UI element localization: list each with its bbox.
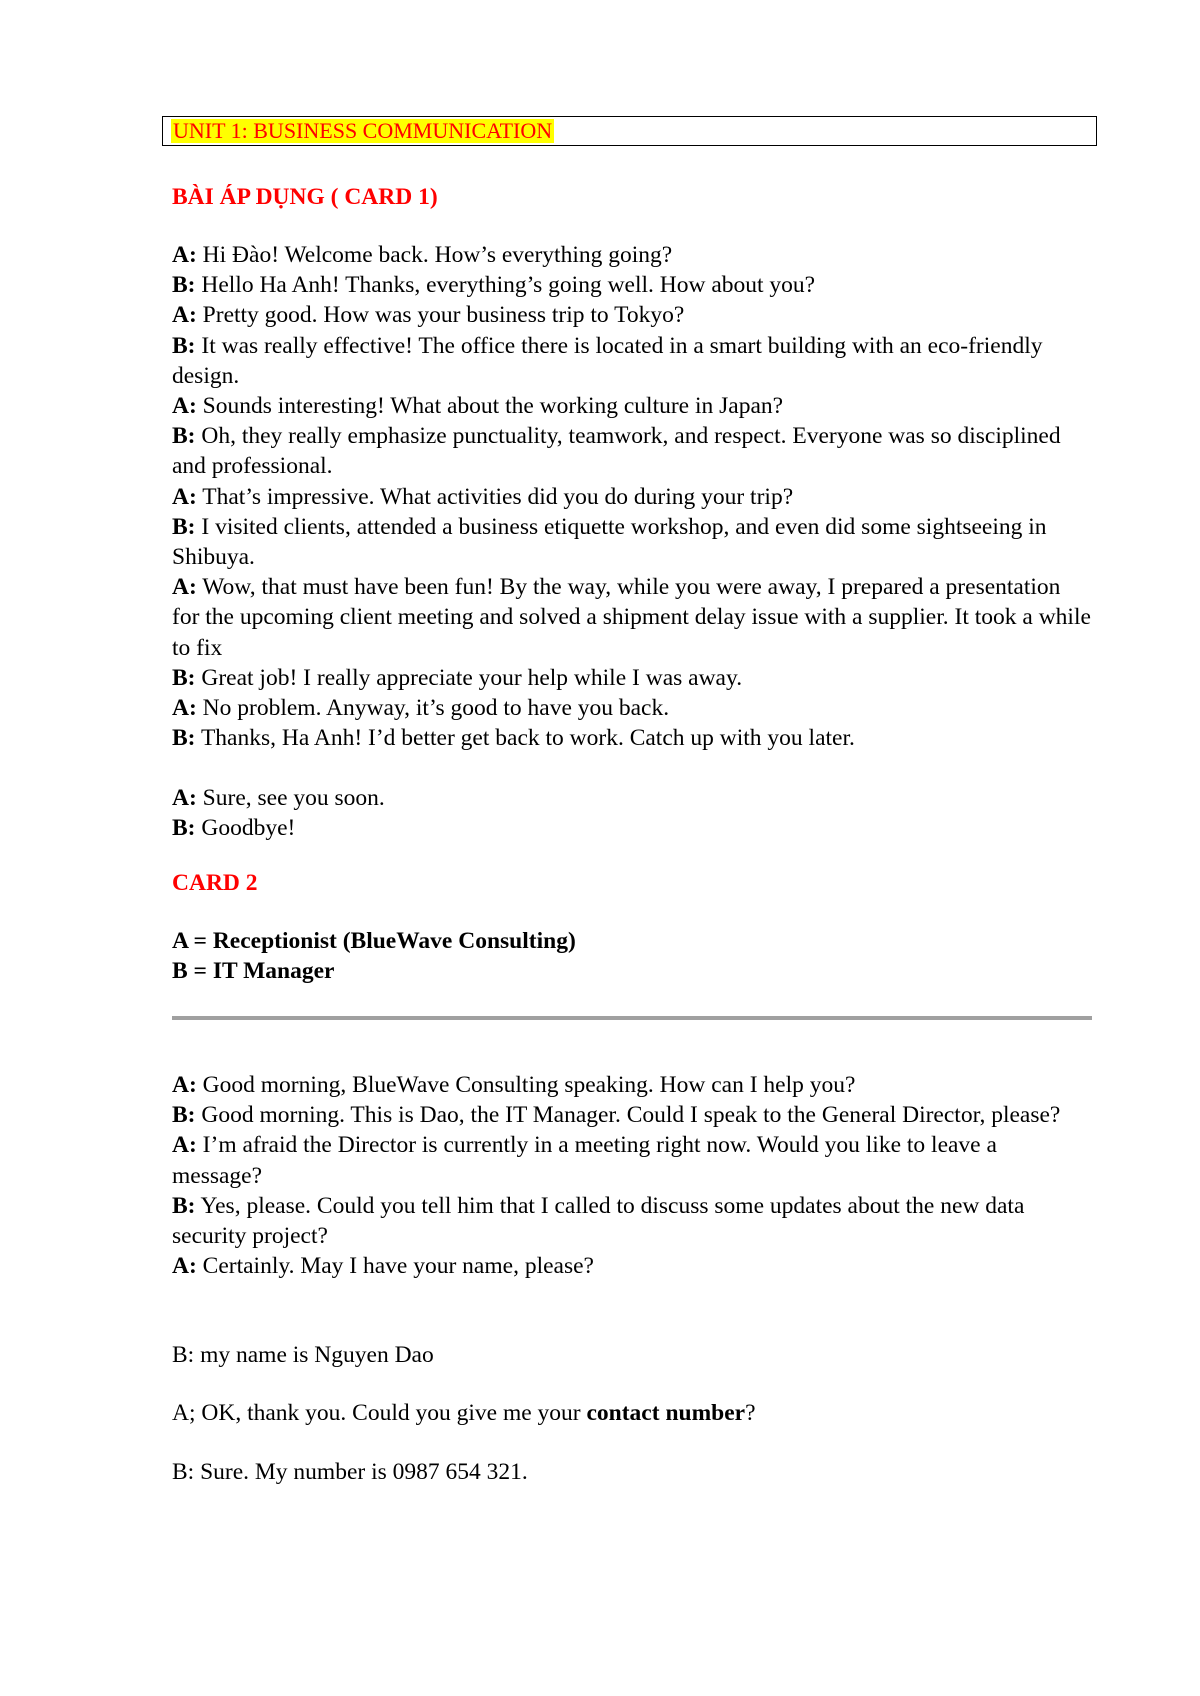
dialogue-line (172, 572, 1092, 663)
dialogue-line (172, 331, 1092, 391)
line-text: Good morning. This is Dao, the IT Manager. Could I speak to the General Director, please? (195, 1102, 1061, 1129)
line-text: I’m afraid the Director is currently in a meeting right now. Would you like to leave a message? (172, 1132, 997, 1189)
line-text: Certainly. May I have your name, please? (196, 1253, 594, 1280)
dialogue-line (172, 421, 1092, 481)
speaker-label: A: (172, 695, 197, 722)
speaker-label: B: (172, 664, 196, 691)
speaker-label: A: (172, 483, 197, 510)
card1-heading: BÀI ÁP DỤNG ( CARD 1) (172, 184, 438, 210)
dialogue-line (172, 270, 1092, 300)
speaker-label: B: (172, 423, 196, 450)
dialogue-line (172, 663, 1092, 693)
dialogue-line (172, 1130, 1092, 1190)
card2-heading: CARD 2 (172, 870, 258, 896)
line-text: A; OK, thank you. Could you give me your (172, 1400, 587, 1426)
speaker-label: A: (172, 785, 197, 811)
horizontal-divider (172, 1016, 1092, 1020)
dialogue-line (172, 783, 1092, 813)
dialogue-line (172, 300, 1092, 330)
dialogue-line (172, 512, 1092, 572)
speaker-label: B: (172, 725, 196, 752)
line-text: No problem. Anyway, it’s good to have you back. (196, 695, 670, 722)
title-box (162, 116, 1097, 146)
bold-phrase: contact number (586, 1400, 746, 1426)
line-text: Sure, see you soon. (196, 785, 385, 811)
dialogue-line (172, 391, 1092, 421)
dialogue-line (172, 723, 1092, 753)
line-text: Thanks, Ha Anh! I’d better get back to work. Catch up with you later. (195, 725, 855, 752)
speaker-label: A: (172, 1132, 197, 1159)
card2-roles (172, 926, 1092, 986)
dialogue-line (172, 240, 1092, 270)
dialogue-line (172, 1251, 1092, 1281)
speaker-label: A: (172, 574, 197, 601)
card2-dialogue (172, 1070, 1092, 1281)
role-a: A = Receptionist (BlueWave Consulting) (172, 928, 576, 954)
line-text: That’s impressive. What activities did you do during your trip? (196, 483, 794, 510)
speaker-label: A: (172, 242, 197, 268)
dialogue-line (172, 693, 1092, 723)
line-text: Goodbye! (195, 815, 296, 842)
line-text: Pretty good. How was your business trip to Tokyo? (196, 302, 685, 329)
speaker-label: B: (172, 332, 196, 359)
plain-line-2 (172, 1398, 1092, 1428)
unit-title: UNIT 1: BUSINESS COMMUNICATION (173, 118, 553, 143)
speaker-label: A: (172, 1253, 197, 1280)
dialogue-line (172, 813, 1092, 843)
plain-line-3: B: Sure. My number is 0987 654 321. (172, 1459, 528, 1485)
speaker-label: B: (172, 815, 196, 842)
line-text: ? (745, 1400, 756, 1426)
speaker-label: B: (172, 513, 196, 540)
card1-closing (172, 783, 1092, 843)
dialogue-line (172, 1070, 1092, 1100)
dialogue-line (172, 1100, 1092, 1130)
line-text: Oh, they really emphasize punctuality, teamwork, and respect. Everyone was so disciplined and professional. (172, 423, 1061, 480)
plain-line-1: B: my name is Nguyen Dao (172, 1342, 434, 1368)
dialogue-line (172, 482, 1092, 512)
speaker-label: B: (172, 272, 196, 299)
speaker-label: A: (172, 1072, 197, 1098)
speaker-label: A: (172, 393, 197, 420)
dialogue-line (172, 1191, 1092, 1251)
speaker-label: A: (172, 302, 197, 329)
role-b: B = IT Manager (172, 958, 335, 985)
speaker-label: B: (172, 1192, 196, 1219)
line-text: Hi Đào! Welcome back. How’s everything going? (196, 242, 673, 268)
line-text: I visited clients, attended a business etiquette workshop, and even did some sightseeing in Shibuya. (172, 513, 1047, 571)
line-text: It was really effective! The office there is located in a smart building with an eco-friendly design. (172, 332, 1043, 389)
line-text: Good morning, BlueWave Consulting speaking. How can I help you? (196, 1072, 856, 1098)
speaker-label: B: (172, 1102, 196, 1129)
line-text: Sounds interesting! What about the working culture in Japan? (196, 393, 784, 420)
line-text: Yes, please. Could you tell him that I called to discuss some updates about the new data security project? (172, 1192, 1025, 1250)
line-text: Great job! I really appreciate your help while I was away. (195, 664, 743, 691)
line-text: Wow, that must have been fun! By the way, while you were away, I prepared a presentation for the upcoming client meeting and solved a shipment delay issue with a supplier. It took a while to fix (172, 574, 1091, 661)
card1-dialogue (172, 240, 1092, 753)
line-text: Hello Ha Anh! Thanks, everything’s going well. How about you? (195, 272, 816, 299)
